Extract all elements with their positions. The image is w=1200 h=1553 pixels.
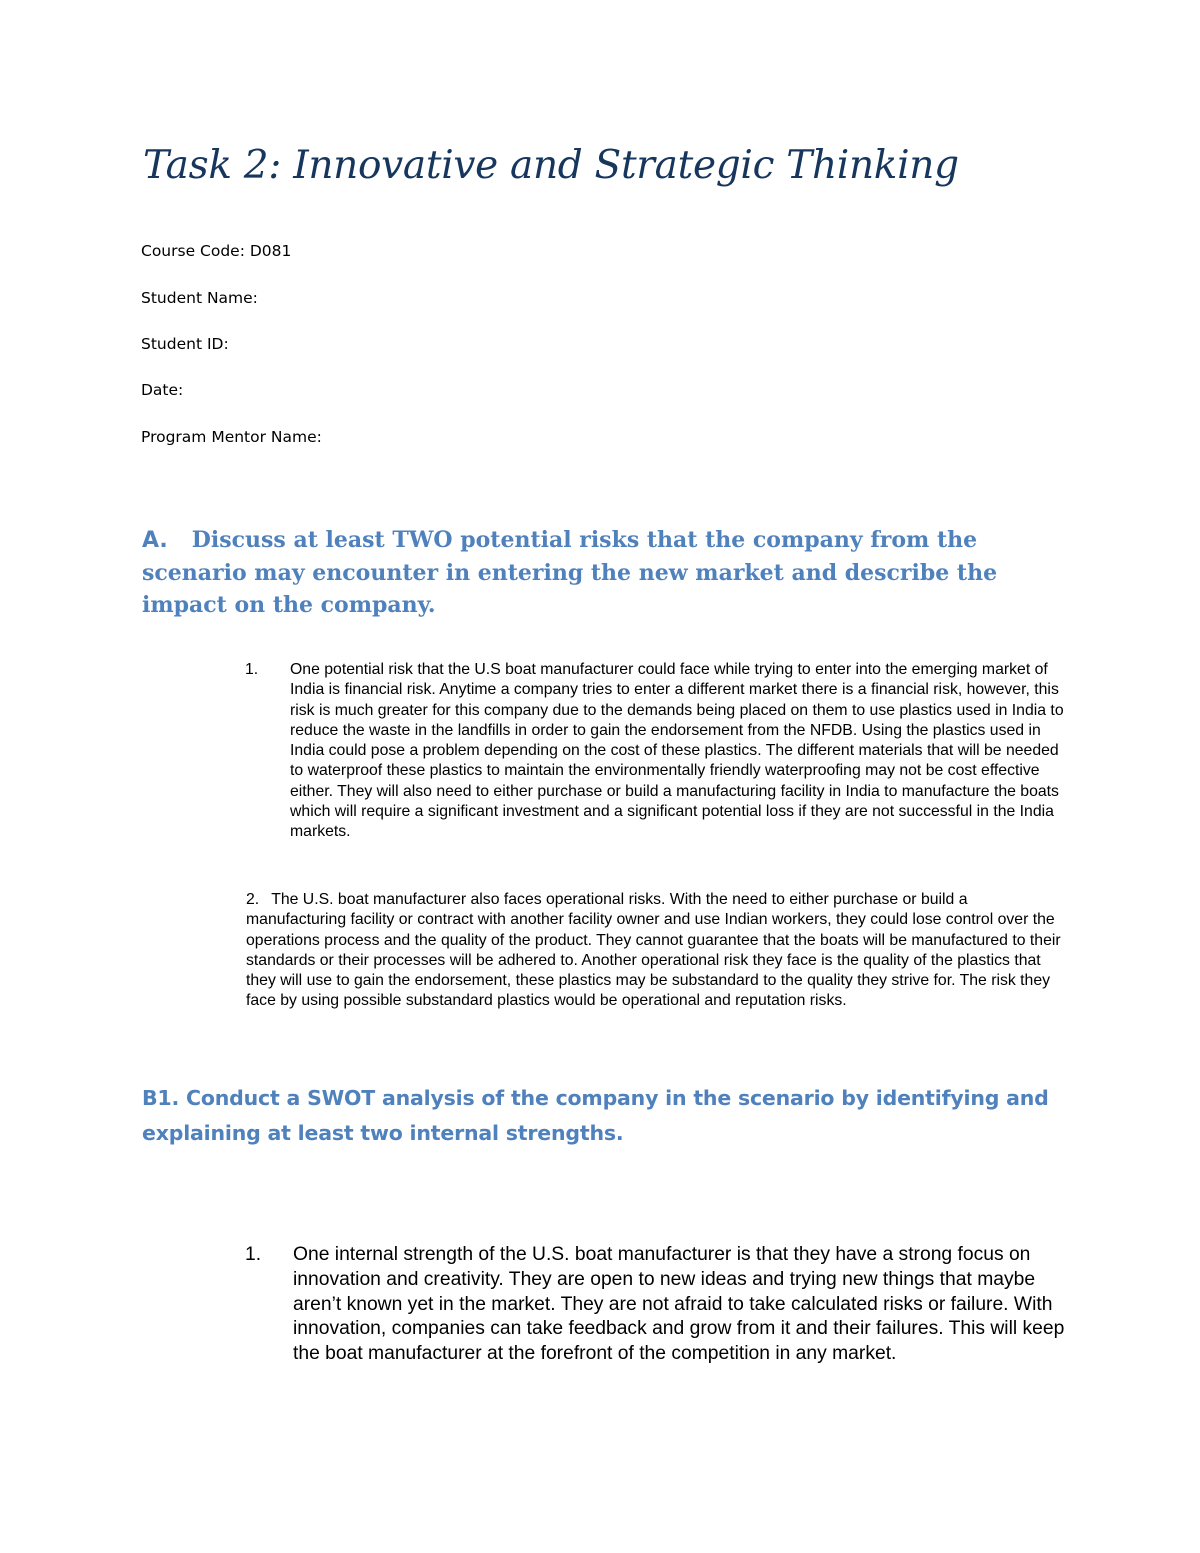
list-item-number: 2. xyxy=(246,891,260,908)
list-item-text: The U.S. boat manufacturer also faces operational risks. With the need to either purchase or build a manufacturing facility or contract with another facility owner and use Indian workers, they could lose control over the operations process and the quality of the product. They cannot guarantee that the boats will be manufactured to their standards or their processes will be adhered to. Another operational risk they face is the quality of the plastics that they will use to gain the endorsement, these plastics may be substandard to the quality they strive for. The risk they face by using possible substandard plastics would be operational and reputation risks. xyxy=(246,891,1061,1010)
page-title: Task 2: Innovative and Strategic Thinking xyxy=(143,143,959,188)
course-code-field: Course Code: D081 xyxy=(141,242,292,260)
student-name-field: Student Name: xyxy=(141,289,258,307)
section-a-heading-text: Discuss at least TWO potential risks that the company from the scenario may encounter in entering the new market and describe the impact on the company. xyxy=(142,527,998,618)
section-a-item-2 xyxy=(246,890,1066,1012)
list-item-number: 1. xyxy=(245,1244,262,1265)
section-b1-list xyxy=(245,1243,1065,1367)
list-item-number: 1. xyxy=(245,661,259,678)
list-item xyxy=(245,1243,1065,1367)
list-item-text: One internal strength of the U.S. boat manufacturer is that they have a strong focus on innovation and creativity. They are open to new ideas and trying new things that maybe aren’t known yet in the market. They are not afraid to take calculated risks or failure. With innovation, companies can take feedback and grow from it and their failures. This will keep the boat manufacturer at the forefront of the competition in any market. xyxy=(293,1244,1065,1365)
section-a-letter: A. xyxy=(142,528,168,553)
list-item-text: One potential risk that the U.S boat manufacturer could face while trying to enter into the emerging market of India is financial risk. Anytime a company tries to enter a different market there is a financial risk, however, this risk is much greater for this company due to the demands being placed on them to use plastics used in India to reduce the waste in the landfills in order to gain the endorsement from the NFDB. Using the plastics used in India could pose a problem depending on the cost of these plastics. The different materials that will be needed to waterproof these plastics to maintain the environmentally friendly waterproofing may not be cost effective either. They will also need to either purchase or build a manufacturing facility in India to manufacture the boats which will require a significant investment and a significant potential loss if they are not successful in the India markets. xyxy=(290,661,1064,841)
section-b1-heading: B1. Conduct a SWOT analysis of the company in the scenario by identifying and explaining at least two internal strengths. xyxy=(142,1086,1049,1145)
section-a-heading xyxy=(142,524,1072,621)
student-id-field: Student ID: xyxy=(141,335,229,353)
section-a-list xyxy=(245,660,1065,843)
list-item xyxy=(245,660,1065,843)
date-field: Date: xyxy=(141,381,184,399)
program-mentor-field: Program Mentor Name: xyxy=(141,428,322,446)
